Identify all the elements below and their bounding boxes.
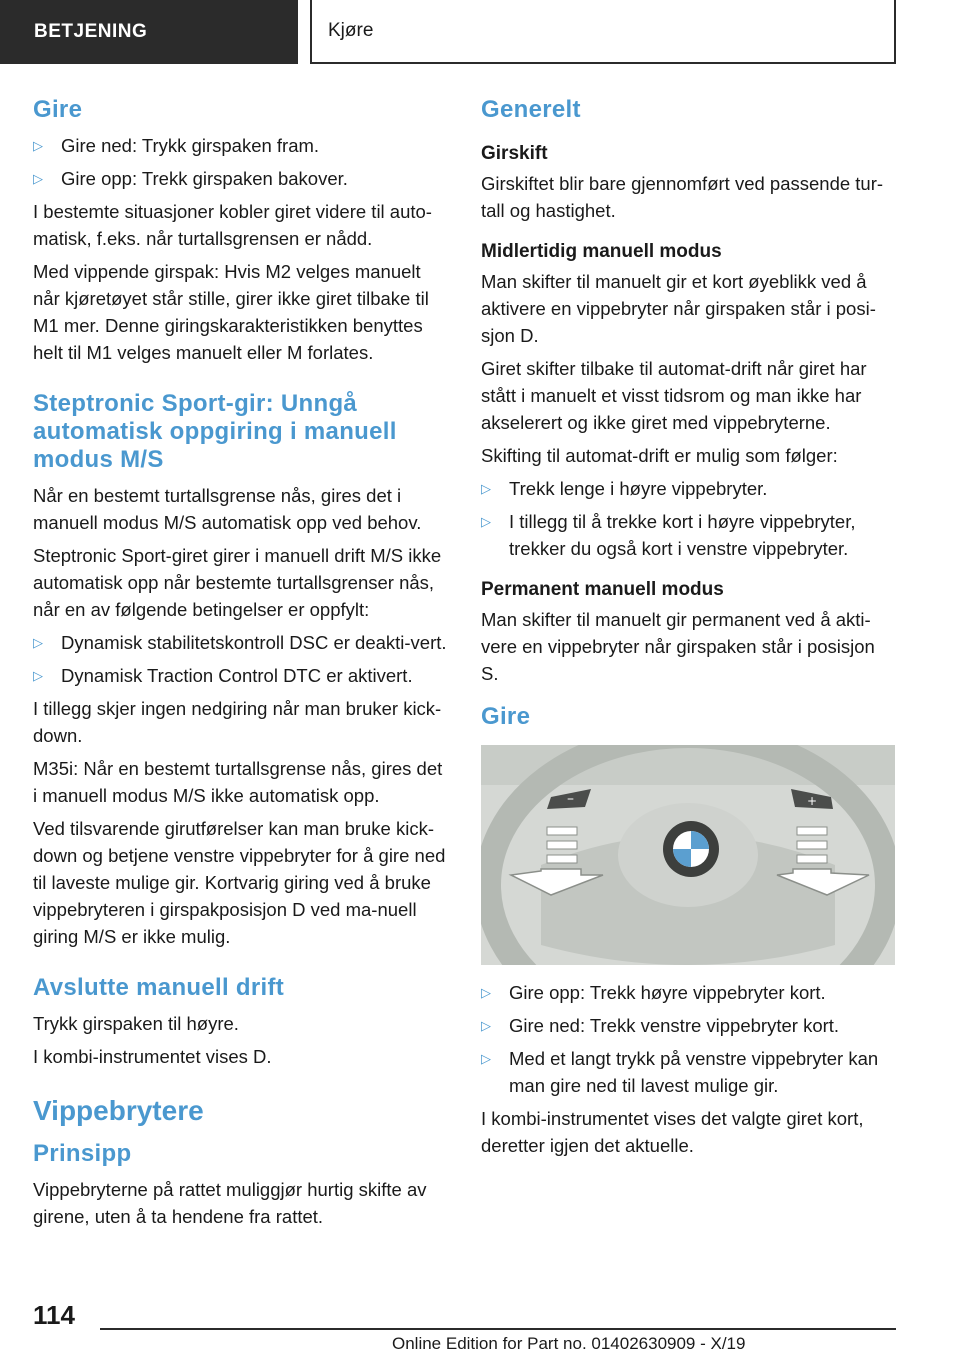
paragraph: Skifting til automat-drift er mulig som følger: bbox=[481, 445, 838, 466]
page-header bbox=[0, 0, 960, 66]
heading-steptronic: Steptronic Sport-gir: Unngå automatisk oppgiring i manuell modus M/S bbox=[33, 390, 397, 473]
triangle-right-icon: ▷ bbox=[481, 1051, 491, 1066]
heading-permanent: Permanent manuell modus bbox=[481, 579, 724, 600]
heading-vippebrytere: Vippebrytere bbox=[33, 1095, 204, 1126]
triangle-right-icon: ▷ bbox=[33, 138, 43, 153]
paragraph: I tillegg skjer ingen nedgiring når man bruker kick-down. bbox=[33, 698, 442, 746]
list-item: ▷ Dynamisk stabilitetskontroll DSC er deakti‐vert. bbox=[33, 629, 447, 656]
paragraph: Man skifter til manuelt gir permanent ved å akti‐vere en vippebryter når girspaken står i posisjon S. bbox=[481, 609, 875, 684]
left-column bbox=[33, 96, 447, 1236]
heading-girskift: Girskift bbox=[481, 143, 548, 164]
paragraph: Trykk girspaken til høyre. bbox=[33, 1013, 239, 1034]
paragraph: Ved tilsvarende girutførelser kan man bruke kick-down og betjene venstre vippebryter for å gire ned til laveste mulige gir. Kortvarig giring ved å bruke vippebryteren i girspakposisjon D ved ma‐nuell giring M/S er ikke mulig. bbox=[33, 818, 446, 947]
steering-wheel-icon bbox=[481, 745, 895, 965]
page-number: 114 bbox=[33, 1300, 75, 1330]
paragraph: I kombi-instrumentet vises det valgte giret kort, deretter igjen det aktuelle. bbox=[481, 1108, 864, 1156]
paragraph: Girskiftet blir bare gjennomført ved passende tur‐tall og hastighet. bbox=[481, 173, 884, 221]
paragraph: I bestemte situasjoner kobler giret videre til auto‐matisk, f.eks. når turtallsgrensen er nådd. bbox=[33, 201, 432, 249]
triangle-right-icon: ▷ bbox=[481, 481, 491, 496]
chapter-tab: Kjøre bbox=[310, 0, 896, 64]
paragraph: I kombi-instrumentet vises D. bbox=[33, 1046, 272, 1067]
paragraph: Man skifter til manuelt gir et kort øyeblikk ved å aktivere en vippebryter når girspaken står i posi‐sjon D. bbox=[481, 271, 876, 346]
gire-list-right bbox=[481, 979, 895, 1099]
triangle-right-icon: ▷ bbox=[33, 171, 43, 186]
triangle-right-icon: ▷ bbox=[33, 668, 43, 683]
heading-midlertidig: Midlertidig manuell modus bbox=[481, 241, 722, 262]
triangle-right-icon: ▷ bbox=[481, 985, 491, 1000]
gire-list bbox=[33, 132, 447, 192]
list-item: ▷ Gire opp: Trekk høyre vippebryter kort. bbox=[481, 979, 895, 1006]
triangle-right-icon: ▷ bbox=[481, 1018, 491, 1033]
paragraph: Vippebryterne på rattet muliggjør hurtig skifte av girene, uten å ta hendene fra rattet. bbox=[33, 1179, 427, 1227]
heading-avslutte: Avslutte manuell drift bbox=[33, 974, 285, 1001]
condition-list bbox=[33, 629, 447, 689]
steering-wheel-illustration bbox=[481, 745, 895, 965]
paragraph: Giret skifter tilbake til automat-drift når giret har stått i manuelt et visst tidsrom og man ikke har akselerert og ikke giret med vippebryterne. bbox=[481, 358, 867, 433]
heading-gire: Gire bbox=[33, 96, 83, 123]
list-item: ▷ I tillegg til å trekke kort i høyre vippebryter, trekker du også kort i venstre vippebryter. bbox=[481, 508, 895, 562]
section-tab: BETJENING bbox=[0, 0, 298, 64]
heading-prinsipp: Prinsipp bbox=[33, 1140, 132, 1167]
list-item: ▷ Trekk lenge i høyre vippebryter. bbox=[481, 475, 895, 502]
right-column bbox=[481, 96, 895, 1165]
paragraph: Steptronic Sport-giret girer i manuell drift M/S ikke automatisk opp når bestemte turtallsgrenser nås, når en av følgende betingelser er oppfylt: bbox=[33, 545, 442, 620]
footer-divider bbox=[100, 1328, 896, 1330]
edition-note: Online Edition for Part no. 01402630909 - X/19 bbox=[392, 1334, 746, 1353]
triangle-right-icon: ▷ bbox=[33, 635, 43, 650]
list-item: ▷ Gire ned: Trykk girspaken fram. bbox=[33, 132, 447, 159]
svg-text:+: + bbox=[807, 794, 818, 808]
triangle-right-icon: ▷ bbox=[481, 514, 491, 529]
heading-gire-right: Gire bbox=[481, 703, 531, 730]
svg-text:–: – bbox=[567, 791, 574, 807]
list-item: ▷ Dynamisk Traction Control DTC er aktivert. bbox=[33, 662, 447, 689]
skift-list bbox=[481, 475, 895, 562]
paragraph: Når en bestemt turtallsgrense nås, gires det i manuell modus M/S automatisk opp ved behov. bbox=[33, 485, 422, 533]
list-item: ▷ Med et langt trykk på venstre vippebryter kan man gire ned til lavest mulige gir. bbox=[481, 1045, 895, 1099]
list-item: ▷ Gire ned: Trekk venstre vippebryter kort. bbox=[481, 1012, 895, 1039]
paragraph: M35i: Når en bestemt turtallsgrense nås, gires det i manuell modus M/S ikke automatisk opp. bbox=[33, 758, 443, 806]
paragraph: Med vippende girspak: Hvis M2 velges manuelt når kjøretøyet står stille, girer ikke giret tilbake til M1 mer. Denne giringskarakteristikken benyttes helt til M1 velges manuelt eller M forlates. bbox=[33, 261, 429, 363]
list-item: ▷ Gire opp: Trekk girspaken bakover. bbox=[33, 165, 447, 192]
heading-generelt: Generelt bbox=[481, 96, 581, 123]
